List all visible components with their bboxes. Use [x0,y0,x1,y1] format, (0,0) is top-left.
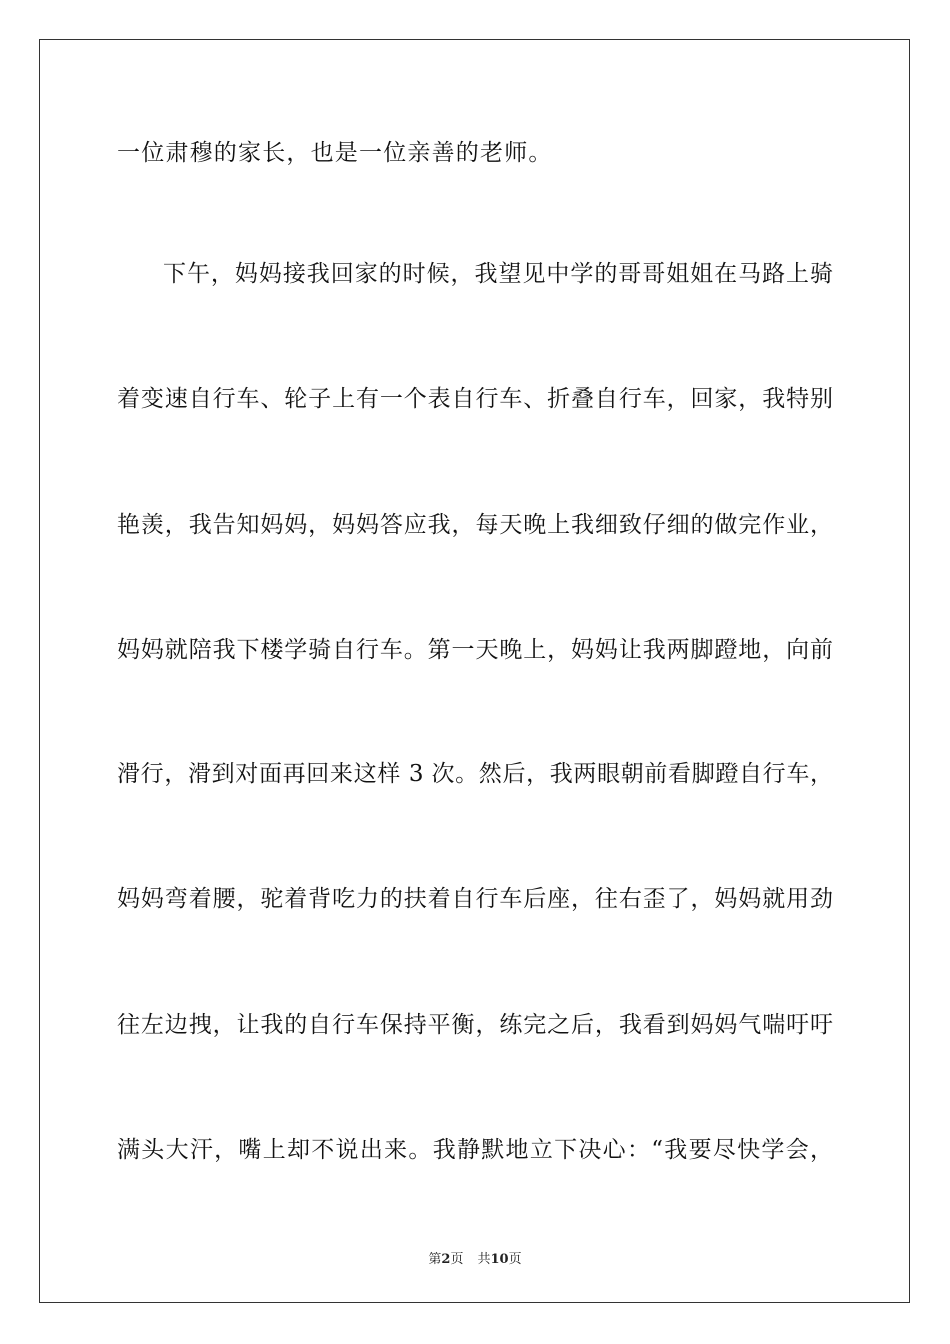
text-line-1: 一位肃穆的家长，也是一位亲善的老师。 [117,140,553,166]
text-line-7: 妈妈弯着腰，驼着背吃力的扶着自行车后座，往右歪了，妈妈就用劲 [117,886,833,912]
text-line-4: 艳羡，我告知妈妈，妈妈答应我，每天晚上我细致仔细的做完作业， [117,512,833,538]
text-line-9: 满头大汗，嘴上却不说出来。我静默地立下决心：“我要尽快学会， [117,1137,833,1163]
text-line-5: 妈妈就陪我下楼学骑自行车。第一天晚上，妈妈让我两脚蹬地，向前 [117,637,833,663]
total-unit: 页 [508,1252,522,1267]
text-line-6: 滑行，滑到对面再回来这样 3 次。然后，我两眼朝前看脚蹬自行车， [117,761,833,787]
page-border [39,39,910,1303]
text-line-8: 往左边拽，让我的自行车保持平衡，练完之后，我看到妈妈气喘吁吁 [117,1012,833,1038]
text-line-2: 下午，妈妈接我回家的时候，我望见中学的哥哥姐姐在马路上骑 [163,261,833,287]
total-page-count: 10 [490,1252,509,1267]
current-page-number: 2 [441,1252,451,1267]
page-footer [0,1248,950,1267]
total-prefix: 共 [477,1252,491,1267]
page-prefix: 第 [428,1252,442,1267]
page-unit: 页 [450,1252,464,1267]
text-line-3: 着变速自行车、轮子上有一个表自行车、折叠自行车，回家，我特别 [117,386,833,412]
